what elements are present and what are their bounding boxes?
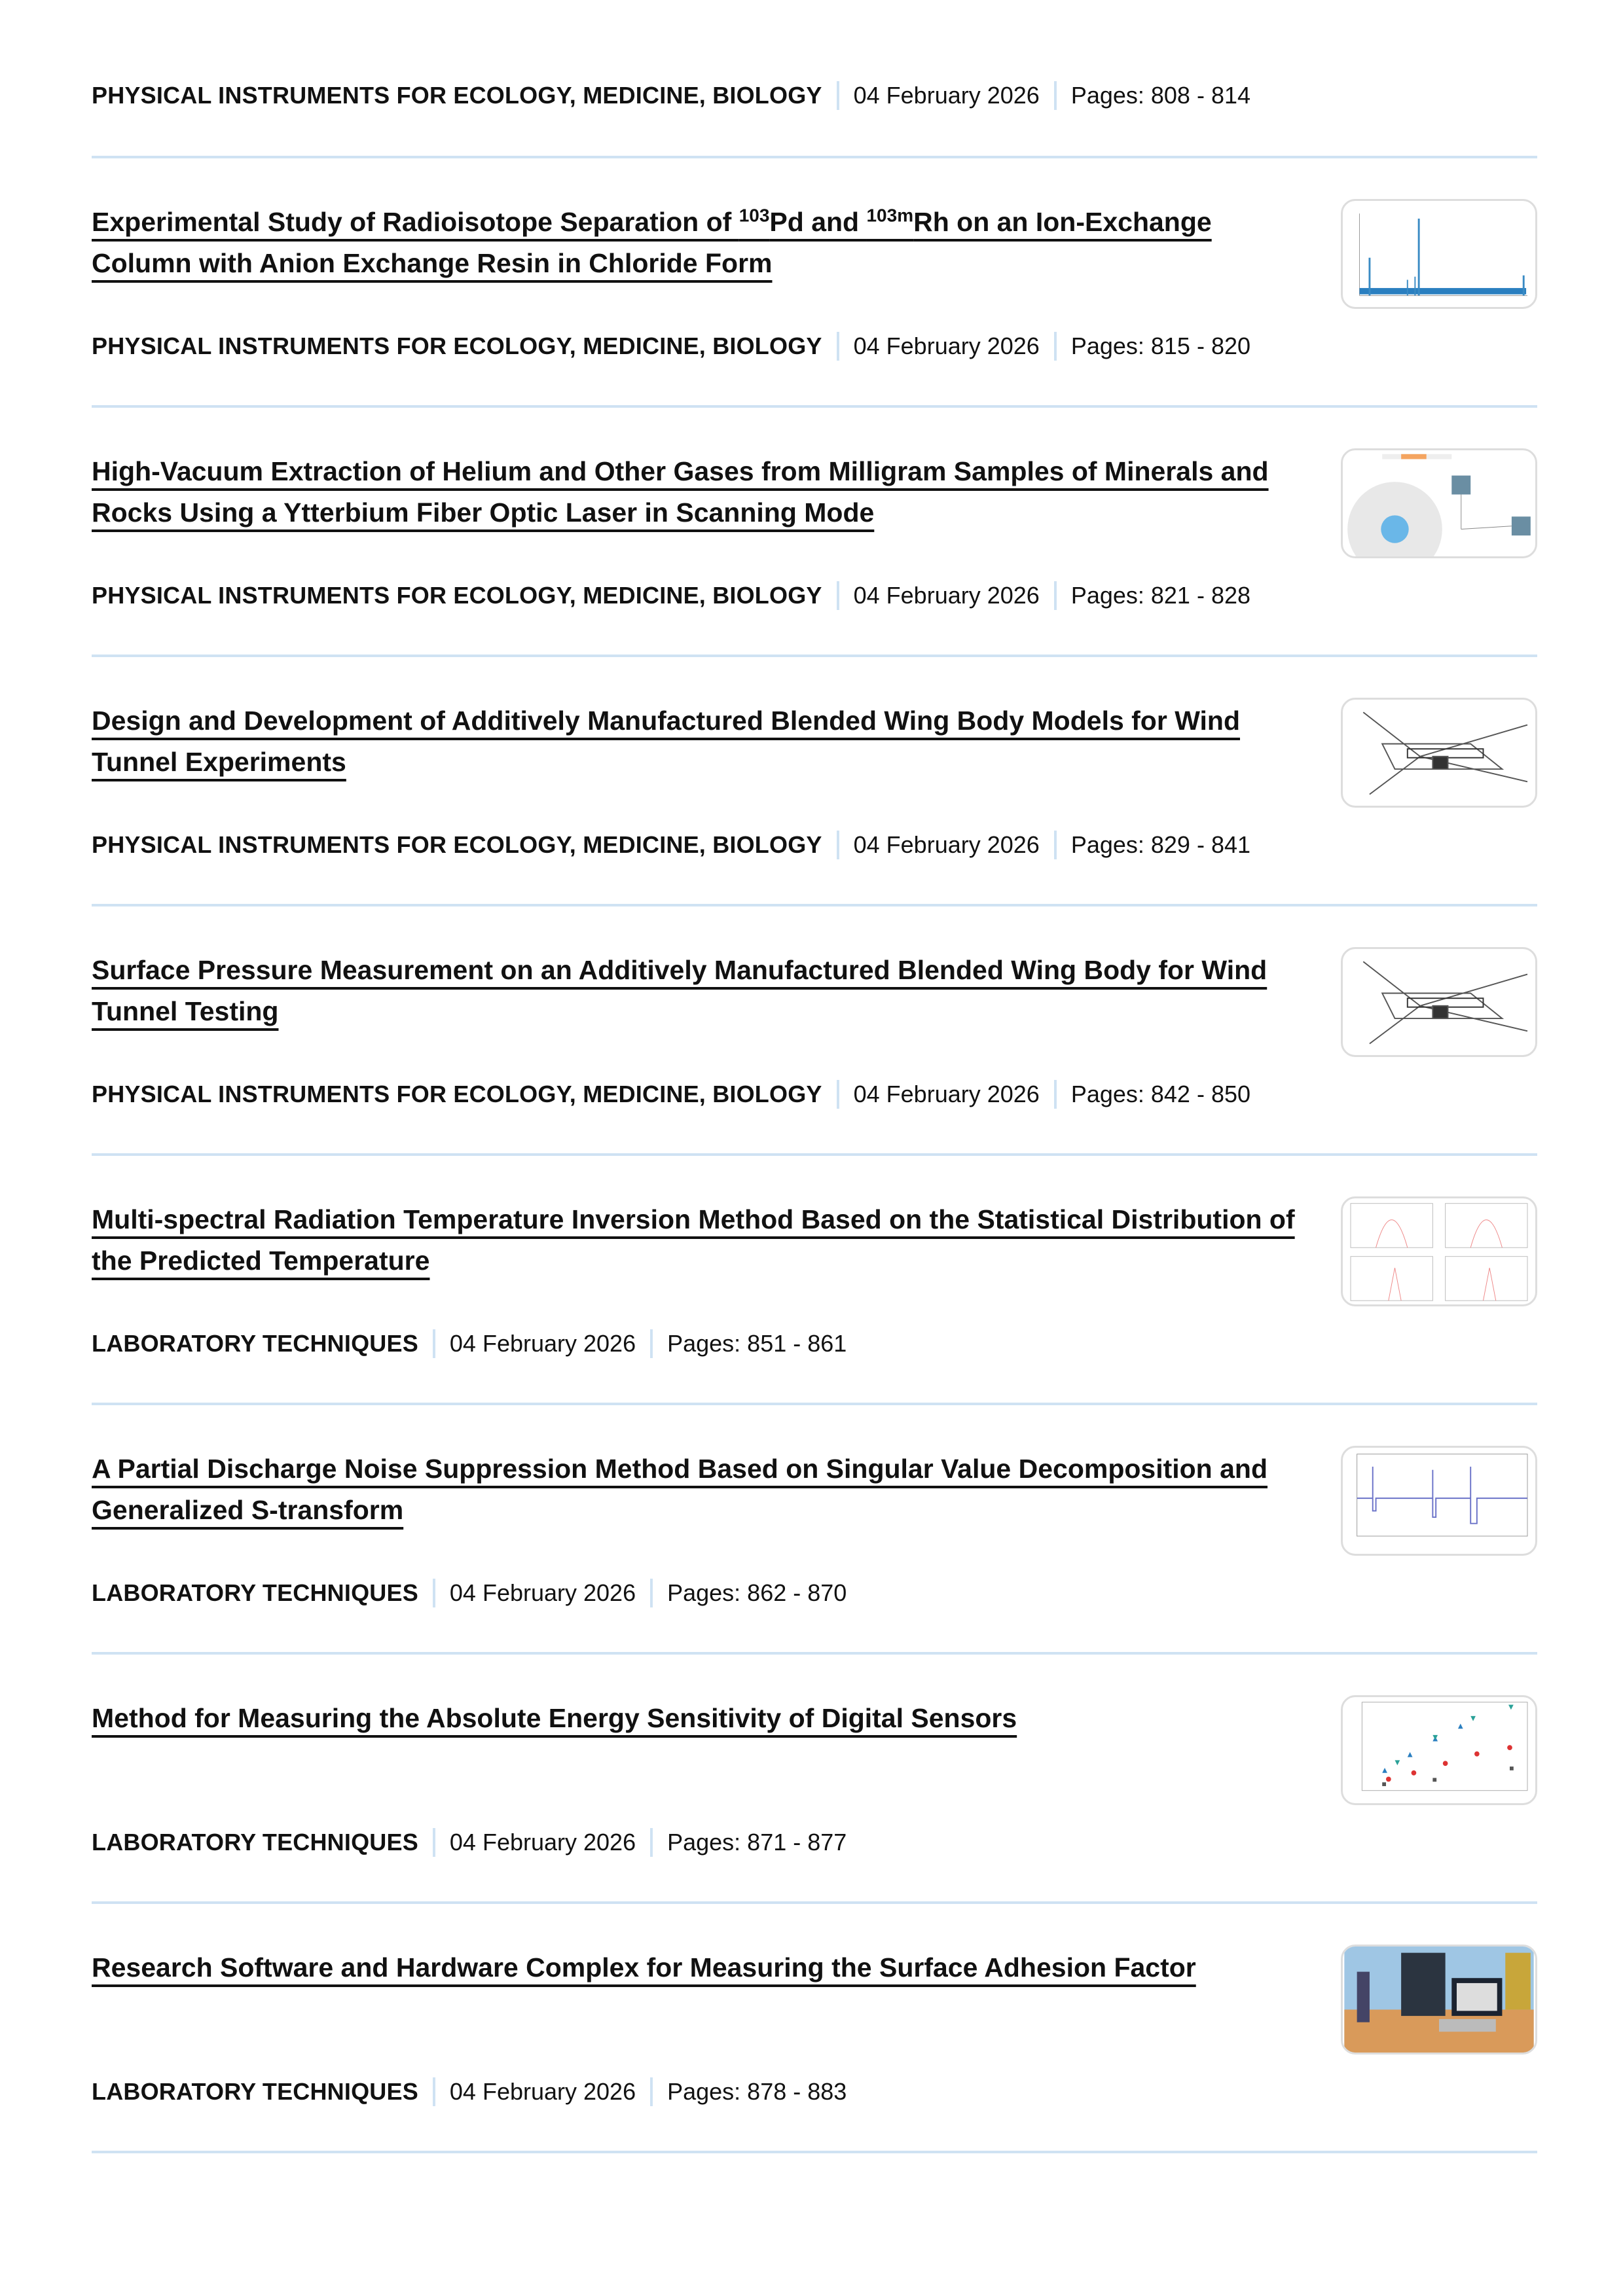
section-link[interactable]: PHYSICAL INSTRUMENTS FOR ECOLOGY, MEDICINE, BIOLOGY: [92, 332, 822, 359]
meta-separator: [650, 1329, 653, 1358]
section-link[interactable]: PHYSICAL INSTRUMENTS FOR ECOLOGY, MEDICINE, BIOLOGY: [92, 1081, 822, 1107]
article-title-link[interactable]: High-Vacuum Extraction of Helium and Other Gases from Milligram Samples of Minerals and Rocks Using a Ytterbium Fiber Optic Laser in Scanning Mode: [92, 456, 1269, 528]
article-title-link[interactable]: Design and Development of Additively Manufactured Blended Wing Body Models for Wind Tunnel Experiments: [92, 706, 1241, 777]
signal-plot-thumbnail[interactable]: [1341, 1446, 1537, 1556]
apparatus-diagram-thumbnail[interactable]: [1341, 448, 1537, 558]
article-title: [92, 1698, 1296, 1739]
article-title: [92, 1947, 1296, 1988]
publish-date: 04 February 2026: [449, 1829, 636, 1856]
article-meta: [92, 1577, 847, 1609]
article-title-link[interactable]: Multi-spectral Radiation Temperature Inversion Method Based on the Statistical Distribution of the Predicted Temperature: [92, 1204, 1295, 1276]
article-title: [92, 1448, 1296, 1531]
divider: [92, 655, 1537, 657]
article-title: [92, 1199, 1296, 1282]
meta-separator: [433, 2077, 435, 2106]
meta-separator: [1054, 831, 1057, 859]
meta-separator: [1054, 581, 1057, 610]
scatter-plot-thumbnail[interactable]: [1341, 1695, 1537, 1805]
divider: [92, 904, 1537, 906]
aircraft-drawing-thumbnail[interactable]: [1341, 947, 1537, 1057]
article-title: [92, 202, 1296, 284]
publish-date: 04 February 2026: [853, 82, 1040, 109]
meta-separator: [837, 831, 839, 859]
article-title: [92, 700, 1296, 783]
aircraft-drawing-thumbnail[interactable]: [1341, 698, 1537, 808]
article-title-link[interactable]: Method for Measuring the Absolute Energy Sensitivity of Digital Sensors: [92, 1703, 1017, 1733]
meta-separator: [1054, 332, 1057, 361]
page-range: Pages: 878 - 883: [667, 2078, 847, 2105]
page-range: Pages: 871 - 877: [667, 1829, 847, 1856]
section-link[interactable]: PHYSICAL INSTRUMENTS FOR ECOLOGY, MEDICINE, BIOLOGY: [92, 82, 822, 109]
article-title-link[interactable]: Research Software and Hardware Complex for Measuring the Surface Adhesion Factor: [92, 1952, 1196, 1982]
spectrum-chart-thumbnail[interactable]: [1341, 199, 1537, 309]
meta-separator: [1054, 81, 1057, 110]
page-range: Pages: 808 - 814: [1070, 82, 1251, 109]
page-range: Pages: 851 - 861: [667, 1330, 847, 1357]
article-meta: [92, 829, 1250, 861]
page-range: Pages: 842 - 850: [1070, 1081, 1251, 1107]
page-range: Pages: 862 - 870: [667, 1579, 847, 1606]
divider: [92, 2151, 1537, 2153]
article-title-link[interactable]: A Partial Discharge Noise Suppression Method Based on Singular Value Decomposition and Generalized S-transform: [92, 1454, 1268, 1525]
article-meta: [92, 1327, 847, 1360]
meta-separator: [433, 1579, 435, 1607]
divider: [92, 405, 1537, 408]
article-meta: [92, 330, 1250, 363]
meta-separator: [837, 81, 839, 110]
page-range: Pages: 815 - 820: [1070, 332, 1251, 359]
section-link[interactable]: LABORATORY TECHNIQUES: [92, 2078, 418, 2105]
divider: [92, 1403, 1537, 1405]
meta-separator: [650, 1579, 653, 1607]
publish-date: 04 February 2026: [853, 1081, 1040, 1107]
publish-date: 04 February 2026: [853, 831, 1040, 858]
article-meta: [92, 79, 1250, 112]
divider: [92, 1153, 1537, 1156]
page-range: Pages: 821 - 828: [1070, 582, 1251, 609]
article-meta: [92, 1078, 1250, 1111]
publish-date: 04 February 2026: [449, 2078, 636, 2105]
article-title: [92, 451, 1296, 533]
page-range: Pages: 829 - 841: [1070, 831, 1251, 858]
meta-separator: [433, 1828, 435, 1857]
article-meta: [92, 2075, 847, 2108]
publish-date: 04 February 2026: [449, 1579, 636, 1606]
distribution-plots-thumbnail[interactable]: [1341, 1196, 1537, 1306]
publish-date: 04 February 2026: [853, 332, 1040, 359]
section-link[interactable]: LABORATORY TECHNIQUES: [92, 1330, 418, 1357]
section-link[interactable]: LABORATORY TECHNIQUES: [92, 1579, 418, 1606]
section-link[interactable]: PHYSICAL INSTRUMENTS FOR ECOLOGY, MEDICINE, BIOLOGY: [92, 582, 822, 609]
publish-date: 04 February 2026: [853, 582, 1040, 609]
meta-separator: [1054, 1080, 1057, 1109]
divider: [92, 156, 1537, 158]
meta-separator: [837, 581, 839, 610]
article-title-link[interactable]: Surface Pressure Measurement on an Additively Manufactured Blended Wing Body for Wind Tunnel Testing: [92, 955, 1267, 1026]
article-title: [92, 950, 1296, 1032]
publish-date: 04 February 2026: [449, 1330, 636, 1357]
section-link[interactable]: LABORATORY TECHNIQUES: [92, 1829, 418, 1856]
meta-separator: [650, 2077, 653, 2106]
article-meta: [92, 1826, 847, 1859]
divider: [92, 1901, 1537, 1904]
meta-separator: [650, 1828, 653, 1857]
section-link[interactable]: PHYSICAL INSTRUMENTS FOR ECOLOGY, MEDICINE, BIOLOGY: [92, 831, 822, 858]
article-meta: [92, 579, 1250, 612]
meta-separator: [433, 1329, 435, 1358]
article-title-link[interactable]: Experimental Study of Radioisotope Separation of $^{103}$Pd and $^{103m}$Rh on an Ion-Exchange Column with Anion Exchange Resin in Chloride Form: [92, 205, 1212, 278]
meta-separator: [837, 1080, 839, 1109]
lab-photo-thumbnail[interactable]: [1341, 1945, 1537, 2054]
meta-separator: [837, 332, 839, 361]
divider: [92, 1652, 1537, 1655]
